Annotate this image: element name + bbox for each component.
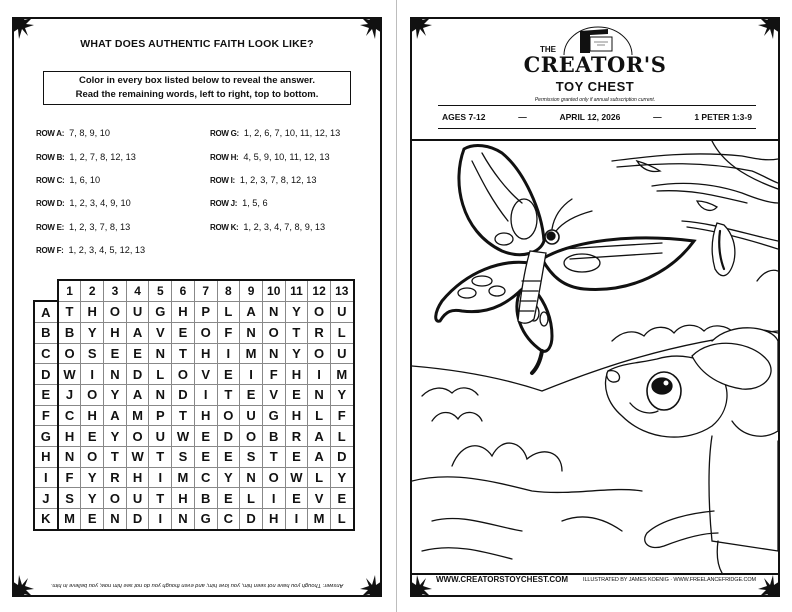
grid-cell[interactable]: Y bbox=[81, 488, 104, 509]
leaf-ornament-icon bbox=[756, 17, 780, 41]
grid-cell[interactable]: T bbox=[58, 301, 81, 322]
grid-cell[interactable]: C bbox=[194, 467, 217, 488]
grid-cell[interactable]: I bbox=[240, 364, 263, 385]
butterfly-icon bbox=[436, 146, 694, 373]
row-values: 4, 5, 9, 10, 11, 12, 13 bbox=[243, 152, 330, 162]
grid-cell[interactable]: M bbox=[240, 343, 263, 364]
grid-cell[interactable]: V bbox=[262, 384, 285, 405]
grid-cell[interactable]: O bbox=[104, 301, 127, 322]
page-divider bbox=[396, 0, 397, 612]
grid-cell[interactable]: C bbox=[217, 509, 240, 530]
row-letter-label: F bbox=[34, 405, 58, 426]
grid-cell[interactable]: H bbox=[104, 322, 127, 343]
grid-cell[interactable]: V bbox=[194, 364, 217, 385]
grid-row bbox=[34, 322, 354, 343]
grid-cell[interactable]: U bbox=[330, 343, 353, 364]
info-bar bbox=[438, 105, 756, 129]
grid-cell[interactable]: N bbox=[240, 322, 263, 343]
leaf-ornament-icon bbox=[410, 573, 434, 597]
grid-cell[interactable]: P bbox=[149, 405, 172, 426]
grid-cell[interactable]: G bbox=[149, 301, 172, 322]
grid-cell[interactable]: R bbox=[308, 322, 331, 343]
row-clue bbox=[36, 222, 130, 232]
column-number: 6 bbox=[172, 280, 195, 301]
permission-note: Permission granted only if annual subscription current. bbox=[534, 97, 656, 103]
grid-row bbox=[34, 509, 354, 530]
grid-cell[interactable]: L bbox=[217, 301, 240, 322]
column-number: 4 bbox=[126, 280, 149, 301]
grid-cell[interactable]: E bbox=[330, 488, 353, 509]
grid-cell[interactable]: Y bbox=[104, 426, 127, 447]
grid-cell[interactable]: O bbox=[194, 322, 217, 343]
logo-the: THE bbox=[540, 45, 556, 54]
row-label: ROW F: bbox=[36, 246, 64, 255]
row-values: 1, 2, 3, 4, 5, 12, 13 bbox=[68, 245, 146, 255]
grid-cell[interactable]: I bbox=[81, 364, 104, 385]
grid-cell[interactable]: E bbox=[285, 488, 308, 509]
grid-cell[interactable]: U bbox=[240, 405, 263, 426]
row-letter-label: A bbox=[34, 301, 58, 322]
grid-cell[interactable]: I bbox=[149, 509, 172, 530]
grid-cell[interactable]: S bbox=[81, 343, 104, 364]
grid-cell[interactable]: N bbox=[308, 384, 331, 405]
grid-cell[interactable]: N bbox=[262, 301, 285, 322]
grid-cell[interactable]: O bbox=[308, 301, 331, 322]
grid-cell[interactable]: T bbox=[149, 488, 172, 509]
grid-cell[interactable]: O bbox=[217, 405, 240, 426]
grid-cell[interactable]: O bbox=[104, 488, 127, 509]
leaf-ornament-icon bbox=[410, 17, 434, 41]
row-clue bbox=[210, 152, 330, 162]
row-clue bbox=[210, 175, 317, 185]
grid-cell[interactable]: G bbox=[262, 405, 285, 426]
row-label: ROW A: bbox=[36, 129, 65, 138]
grid-cell[interactable]: A bbox=[240, 301, 263, 322]
row-values: 1, 2, 3, 4, 7, 8, 9, 13 bbox=[243, 222, 326, 232]
row-letter-label: G bbox=[34, 426, 58, 447]
scripture-reference: 1 PETER 1:3-9 bbox=[694, 112, 752, 122]
grid-cell[interactable]: E bbox=[240, 384, 263, 405]
row-label: ROW K: bbox=[210, 223, 239, 232]
grid-cell[interactable]: B bbox=[194, 488, 217, 509]
column-number: 13 bbox=[330, 280, 353, 301]
grid-cell[interactable]: O bbox=[81, 384, 104, 405]
lesson-date: APRIL 12, 2026 bbox=[559, 112, 621, 122]
column-number: 10 bbox=[262, 280, 285, 301]
grid-cell[interactable]: G bbox=[194, 509, 217, 530]
grid-cell[interactable]: I bbox=[308, 364, 331, 385]
grid-cell[interactable]: E bbox=[81, 509, 104, 530]
grid-cell[interactable]: E bbox=[285, 447, 308, 468]
grid-cell[interactable]: U bbox=[126, 488, 149, 509]
grid-row bbox=[34, 426, 354, 447]
grid-cell[interactable]: V bbox=[149, 322, 172, 343]
row-letter-label: K bbox=[34, 509, 58, 530]
row-label: ROW I: bbox=[210, 176, 235, 185]
row-label: ROW D: bbox=[36, 199, 65, 208]
grid-cell[interactable]: T bbox=[217, 384, 240, 405]
row-values: 1, 2, 3, 4, 9, 10 bbox=[69, 198, 131, 208]
column-number: 7 bbox=[194, 280, 217, 301]
grid-cell[interactable]: I bbox=[194, 384, 217, 405]
grid-cell[interactable]: N bbox=[262, 343, 285, 364]
row-label: ROW J: bbox=[210, 199, 238, 208]
grid-cell[interactable]: N bbox=[172, 509, 195, 530]
grid-cell[interactable]: E bbox=[217, 364, 240, 385]
grid-cell[interactable]: L bbox=[308, 467, 331, 488]
column-number: 12 bbox=[308, 280, 331, 301]
column-number: 5 bbox=[149, 280, 172, 301]
grid-cell[interactable]: Y bbox=[330, 384, 353, 405]
grid-cell[interactable]: H bbox=[58, 426, 81, 447]
grid-cell[interactable]: I bbox=[262, 488, 285, 509]
grid-cell[interactable]: M bbox=[308, 509, 331, 530]
row-letter-label: B bbox=[34, 322, 58, 343]
upside-down-answer: Answer: Though you have not seen him, you love him; and even though you do not see him now, you believe in him. bbox=[50, 582, 344, 588]
grid-cell[interactable]: D bbox=[172, 384, 195, 405]
grid-cell[interactable]: E bbox=[285, 384, 308, 405]
grid-cell[interactable]: T bbox=[285, 322, 308, 343]
grid-cell[interactable]: O bbox=[126, 426, 149, 447]
grid-row bbox=[34, 467, 354, 488]
column-number: 2 bbox=[81, 280, 104, 301]
grid-cell[interactable]: L bbox=[330, 509, 353, 530]
row-label: ROW E: bbox=[36, 223, 64, 232]
coloring-illustration bbox=[412, 139, 778, 575]
leaf-ornament-icon bbox=[756, 573, 780, 597]
row-values: 1, 2, 6, 7, 10, 11, 12, 13 bbox=[243, 128, 341, 138]
grid-cell[interactable]: L bbox=[149, 364, 172, 385]
grid-cell[interactable]: O bbox=[262, 467, 285, 488]
grid-cell[interactable]: N bbox=[104, 364, 127, 385]
row-letter-label: C bbox=[34, 343, 58, 364]
grid-cell[interactable]: B bbox=[262, 426, 285, 447]
grid-cell[interactable]: I bbox=[217, 343, 240, 364]
row-values: 7, 8, 9, 10 bbox=[69, 128, 110, 138]
grid-cell[interactable]: H bbox=[285, 405, 308, 426]
grid-cell[interactable]: Y bbox=[81, 322, 104, 343]
grid-cell[interactable]: C bbox=[58, 405, 81, 426]
grid-cell[interactable]: N bbox=[104, 509, 127, 530]
row-values: 1, 6, 10 bbox=[69, 175, 101, 185]
grid-cell[interactable]: E bbox=[217, 488, 240, 509]
grid-cell[interactable]: S bbox=[240, 447, 263, 468]
row-clue bbox=[36, 245, 145, 255]
grid-header-row bbox=[34, 280, 354, 301]
grid-cell[interactable]: A bbox=[104, 405, 127, 426]
grid-cell[interactable]: U bbox=[149, 426, 172, 447]
grid-cell[interactable]: U bbox=[330, 301, 353, 322]
grid-row bbox=[34, 405, 354, 426]
instruction-line: Color in every box listed below to reveal the answer. bbox=[79, 75, 315, 86]
website-link[interactable]: WWW.CREATORSTOYCHEST.COM bbox=[436, 575, 568, 584]
grid-cell[interactable]: H bbox=[81, 405, 104, 426]
column-number: 1 bbox=[58, 280, 81, 301]
grid-cell[interactable]: D bbox=[126, 364, 149, 385]
grid-cell[interactable]: H bbox=[285, 364, 308, 385]
grid-cell[interactable]: D bbox=[330, 447, 353, 468]
illustrator-credit: ILLUSTRATED BY JAMES KOENIG · WWW.FREELANCEFRIDGE.COM bbox=[583, 576, 756, 583]
grid-cell[interactable]: F bbox=[330, 405, 353, 426]
grid-cell[interactable]: S bbox=[172, 447, 195, 468]
row-clue bbox=[210, 222, 325, 232]
row-clue bbox=[210, 128, 340, 138]
grid-cell[interactable]: I bbox=[285, 509, 308, 530]
grid-cell[interactable]: L bbox=[308, 405, 331, 426]
grid-cell[interactable]: E bbox=[172, 322, 195, 343]
column-number: 11 bbox=[285, 280, 308, 301]
grid-cell[interactable]: H bbox=[126, 467, 149, 488]
grid-cell[interactable]: H bbox=[262, 509, 285, 530]
grid-cell[interactable]: Y bbox=[285, 343, 308, 364]
grid-cell[interactable]: P bbox=[194, 301, 217, 322]
row-letter-label: I bbox=[34, 467, 58, 488]
row-clue bbox=[36, 128, 110, 138]
right-page-coloring bbox=[410, 17, 780, 597]
grid-cell[interactable]: N bbox=[149, 384, 172, 405]
grid-cell[interactable]: L bbox=[330, 426, 353, 447]
grid-cell[interactable]: T bbox=[149, 447, 172, 468]
row-letter-label: H bbox=[34, 447, 58, 468]
grid-cell[interactable]: E bbox=[194, 447, 217, 468]
age-range: AGES 7-12 bbox=[442, 112, 486, 122]
grid-cell[interactable]: S bbox=[58, 488, 81, 509]
row-clue bbox=[210, 198, 268, 208]
grid-cell[interactable]: E bbox=[194, 426, 217, 447]
grid-cell[interactable]: E bbox=[104, 343, 127, 364]
grid-cell[interactable]: F bbox=[217, 322, 240, 343]
grid-cell[interactable]: H bbox=[172, 488, 195, 509]
grid-cell[interactable]: Y bbox=[217, 467, 240, 488]
grid-cell[interactable]: T bbox=[172, 405, 195, 426]
grid-cell[interactable]: M bbox=[58, 509, 81, 530]
grid-cell[interactable]: L bbox=[240, 488, 263, 509]
grid-cell[interactable]: R bbox=[104, 467, 127, 488]
mouse-icon bbox=[606, 328, 778, 573]
grid-row bbox=[34, 301, 354, 322]
grid-cell[interactable]: W bbox=[126, 447, 149, 468]
grid-cell[interactable]: O bbox=[172, 364, 195, 385]
grid-cell[interactable]: T bbox=[104, 447, 127, 468]
footer bbox=[436, 575, 756, 584]
grid-cell[interactable]: W bbox=[58, 364, 81, 385]
grid-row bbox=[34, 343, 354, 364]
grid-cell[interactable]: H bbox=[172, 301, 195, 322]
row-label: ROW C: bbox=[36, 176, 65, 185]
row-clue bbox=[36, 152, 136, 162]
grid-cell[interactable]: M bbox=[330, 364, 353, 385]
grid-cell[interactable]: N bbox=[240, 467, 263, 488]
row-letter-label: E bbox=[34, 384, 58, 405]
grid-cell[interactable]: H bbox=[81, 301, 104, 322]
grid-cell[interactable]: A bbox=[126, 322, 149, 343]
grid-cell[interactable]: W bbox=[172, 426, 195, 447]
grid-cell[interactable]: E bbox=[126, 343, 149, 364]
instructions-box bbox=[43, 71, 351, 105]
row-values: 1, 2, 7, 8, 12, 13 bbox=[69, 152, 136, 162]
grid-cell[interactable]: E bbox=[217, 447, 240, 468]
row-label: ROW B: bbox=[36, 153, 65, 162]
grid-cell[interactable]: D bbox=[217, 426, 240, 447]
grid-cell[interactable]: Y bbox=[104, 384, 127, 405]
grid-cell[interactable]: E bbox=[81, 426, 104, 447]
left-page-puzzle bbox=[12, 17, 382, 597]
grid-cell[interactable]: O bbox=[262, 322, 285, 343]
separator: — bbox=[653, 112, 662, 122]
cocoon-icon bbox=[712, 223, 735, 276]
grid-cell[interactable]: D bbox=[240, 509, 263, 530]
grid-cell[interactable]: Y bbox=[285, 301, 308, 322]
row-label: ROW G: bbox=[210, 129, 239, 138]
grid-row bbox=[34, 364, 354, 385]
puzzle-title: WHAT DOES AUTHENTIC FAITH LOOK LIKE? bbox=[80, 38, 314, 50]
toy-chest-logo-icon bbox=[562, 25, 634, 55]
grid-cell[interactable]: W bbox=[285, 467, 308, 488]
row-values: 1, 2, 3, 7, 8, 13 bbox=[68, 222, 131, 232]
grid-cell[interactable]: A bbox=[308, 426, 331, 447]
row-label: ROW H: bbox=[210, 153, 239, 162]
grid-cell[interactable]: Y bbox=[330, 467, 353, 488]
grid-cell[interactable]: D bbox=[126, 509, 149, 530]
column-number: 9 bbox=[240, 280, 263, 301]
grid-cell[interactable]: O bbox=[308, 343, 331, 364]
grid-cell[interactable]: A bbox=[126, 384, 149, 405]
grid-corner bbox=[34, 280, 58, 301]
grid-cell[interactable]: J bbox=[58, 384, 81, 405]
instruction-line: Read the remaining words, left to right, top to bottom. bbox=[75, 89, 319, 100]
grid-cell[interactable]: N bbox=[149, 343, 172, 364]
grid-cell[interactable]: T bbox=[262, 447, 285, 468]
grid-cell[interactable]: O bbox=[81, 447, 104, 468]
logo-toy-chest: TOY CHEST bbox=[555, 79, 635, 94]
column-number: 8 bbox=[217, 280, 240, 301]
separator: — bbox=[518, 112, 527, 122]
row-clue bbox=[36, 198, 131, 208]
grid-cell[interactable]: U bbox=[126, 301, 149, 322]
grid-cell[interactable]: T bbox=[172, 343, 195, 364]
row-letter-label: D bbox=[34, 364, 58, 385]
grid-cell[interactable]: L bbox=[330, 322, 353, 343]
grid-cell[interactable]: B bbox=[58, 322, 81, 343]
logo-creators: CREATOR'S bbox=[523, 52, 667, 77]
grid-cell[interactable]: A bbox=[308, 447, 331, 468]
row-letter-label: J bbox=[34, 488, 58, 509]
grid-cell[interactable]: R bbox=[285, 426, 308, 447]
row-values: 1, 2, 3, 7, 8, 12, 13 bbox=[239, 175, 317, 185]
grid-cell[interactable]: F bbox=[58, 467, 81, 488]
grid-cell[interactable]: F bbox=[262, 364, 285, 385]
grid-cell[interactable]: H bbox=[194, 343, 217, 364]
grid-cell[interactable]: V bbox=[308, 488, 331, 509]
letter-grid bbox=[33, 279, 355, 531]
grid-cell[interactable]: M bbox=[126, 405, 149, 426]
grid-cell[interactable]: H bbox=[194, 405, 217, 426]
grid-cell[interactable]: M bbox=[172, 467, 195, 488]
grid-cell[interactable]: Y bbox=[81, 467, 104, 488]
grid-cell[interactable]: I bbox=[149, 467, 172, 488]
grid-cell[interactable]: O bbox=[58, 343, 81, 364]
column-number: 3 bbox=[104, 280, 127, 301]
row-clue bbox=[36, 175, 100, 185]
grid-row bbox=[34, 384, 354, 405]
grid-row bbox=[34, 447, 354, 468]
grid-row bbox=[34, 488, 354, 509]
grid-cell[interactable]: N bbox=[58, 447, 81, 468]
row-values: 1, 5, 6 bbox=[242, 198, 268, 208]
grid-cell[interactable]: O bbox=[240, 426, 263, 447]
